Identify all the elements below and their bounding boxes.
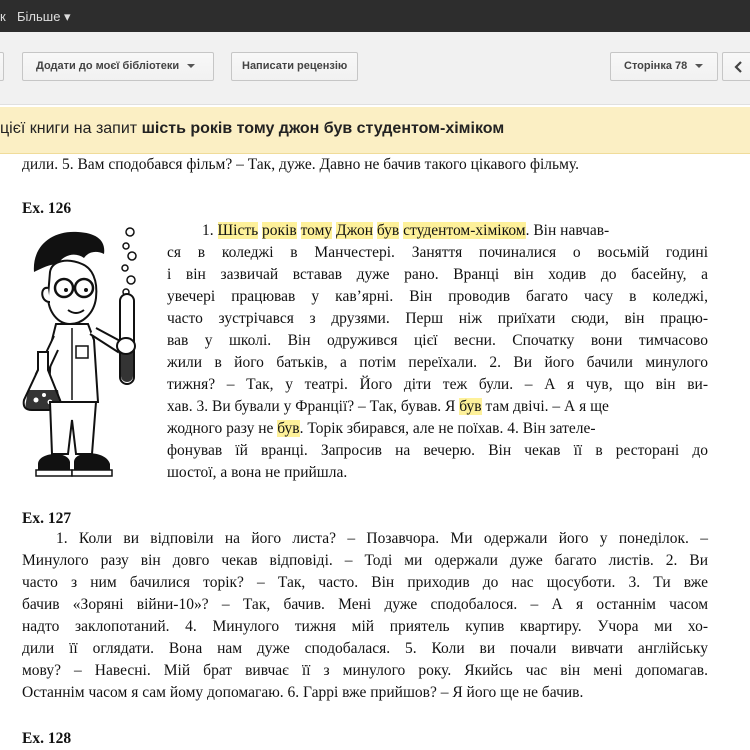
add-to-library-button[interactable] — [22, 52, 214, 81]
banner-text — [0, 120, 504, 138]
ex127-line: дили її оглядати. Вона нам дуже сподобалася. 5. Коли ви почали вивчати англійську — [22, 640, 708, 657]
ex126-line-1 — [202, 220, 708, 242]
search-highlight: був — [376, 222, 400, 239]
ex127-line: Минулого разу він довго чекав відповіді. – Тоді ми одержали дуже багато листів. 2. Ви — [22, 552, 708, 569]
search-results-banner — [0, 107, 750, 154]
book-page — [0, 154, 750, 746]
search-highlight: Джон — [336, 222, 373, 239]
cut-off-button[interactable] — [0, 52, 4, 81]
ex126-line-10-prefix: жодного разу не — [167, 420, 278, 437]
ex126-line: увечері працював у кав’ярні. Він проводив багато часу в коледжі, — [167, 288, 708, 305]
search-highlight: тому — [300, 222, 333, 239]
ex126-line-9-suffix: там двічі. – А я ще — [481, 398, 609, 415]
ex127-line: Останнім часом я сам йому допомагаю. 6. Гаррі вже прийшов? – Я його ще не бачив. — [22, 684, 584, 701]
previous-page-button[interactable] — [722, 52, 750, 81]
search-highlight: був — [459, 398, 482, 415]
student-chemist-illustration — [22, 224, 150, 486]
ex126-line: шостої, а вона не прийшла. — [167, 464, 348, 481]
ex126-line: часто зустрічався з друзями. Перш ніж приїхати сюди, він працю- — [167, 310, 708, 327]
ex127-line: 1. Коли ви відповіли на його листа? – Позавчора. Ми одержали його у понеділок. – — [56, 530, 708, 547]
search-highlight: студентом-хіміком — [403, 222, 526, 239]
ex126-line: ся в коледжі в Манчестері. Заняття починалися о восьмій годині — [167, 244, 708, 261]
top-bar — [0, 0, 750, 32]
ex126-line: фонував їй вранці. Запросив на вечерю. Він чекав її в ресторані до — [167, 442, 708, 459]
chevron-left-icon — [732, 60, 746, 74]
exercise-127-title: Ex. 127 — [22, 510, 72, 527]
toolbar — [0, 32, 750, 105]
ex126-line-10 — [167, 418, 596, 440]
ex127-line: мову? – Навесні. Мій брат вивчає її з минулого року. Якийсь час він мені допомагав. — [22, 662, 708, 679]
ex126-line: тижня? – Так, у театрі. Його діти теж були. – А я чув, що він ви- — [167, 376, 708, 393]
write-review-label: Написати рецензію — [242, 60, 348, 72]
search-highlight: років — [262, 222, 297, 239]
page-select-label: Сторінка 78 — [624, 60, 688, 72]
ex126-line: і він зазвичай вставав дуже рано. Вранці він ходив до басейну, а — [167, 266, 708, 283]
topbar-fragment[interactable]: к — [0, 9, 6, 24]
ex126-line: вав у школі. Він одружився цієї весни. Спочатку вони тимчасово — [167, 332, 708, 349]
search-highlight: був — [277, 420, 300, 437]
chevron-down-icon — [187, 64, 195, 68]
ex126-line-1-prefix: 1. — [202, 222, 218, 239]
chevron-down-icon — [695, 64, 703, 68]
ex127-line: бачив «Зоряні війни-10»? – Так, бачив. Мені дуже сподобалося. – А я останнім часом — [22, 596, 708, 613]
more-menu[interactable]: Більше ▾ — [17, 9, 71, 24]
page-top-line: дили. 5. Вам сподобався фільм? – Так, дуже. Давно не бачив такого цікавого фільму. — [22, 156, 579, 173]
ex126-line-1-suffix: . Він навчав- — [525, 222, 610, 239]
ex127-line: часто з ним бачилися торік? – Так, часто. Він приходив до нас щосуботи. 3. Ти вже — [22, 574, 708, 591]
write-review-button[interactable] — [231, 52, 358, 81]
ex126-line-10-suffix: . Торік збирався, але не поїхав. 4. Він зателе- — [299, 420, 596, 437]
banner-query: шість років тому джон був студентом-хіміком — [141, 120, 505, 137]
exercise-126-title: Ex. 126 — [22, 200, 72, 217]
ex126-line-9-prefix: хав. 3. Ви бували у Франції? – Так, бував. Я — [167, 398, 460, 415]
add-to-library-label: Додати до моєї бібліотеки — [36, 60, 180, 72]
search-highlight: Шість — [217, 222, 259, 239]
banner-prefix: цієї книги на запит — [0, 120, 142, 137]
ex126-line: жили в його батьків, а потім переїхали. 2. Ви його бачили минулого — [167, 354, 708, 371]
exercise-128-title: Ex. 128 — [22, 730, 72, 747]
ex127-line: надто заклопотаний. 4. Минулого тижня мій приятель купив квартиру. Учора ми хо- — [22, 618, 708, 635]
page-select[interactable] — [610, 52, 718, 81]
ex126-line-9 — [167, 396, 609, 418]
